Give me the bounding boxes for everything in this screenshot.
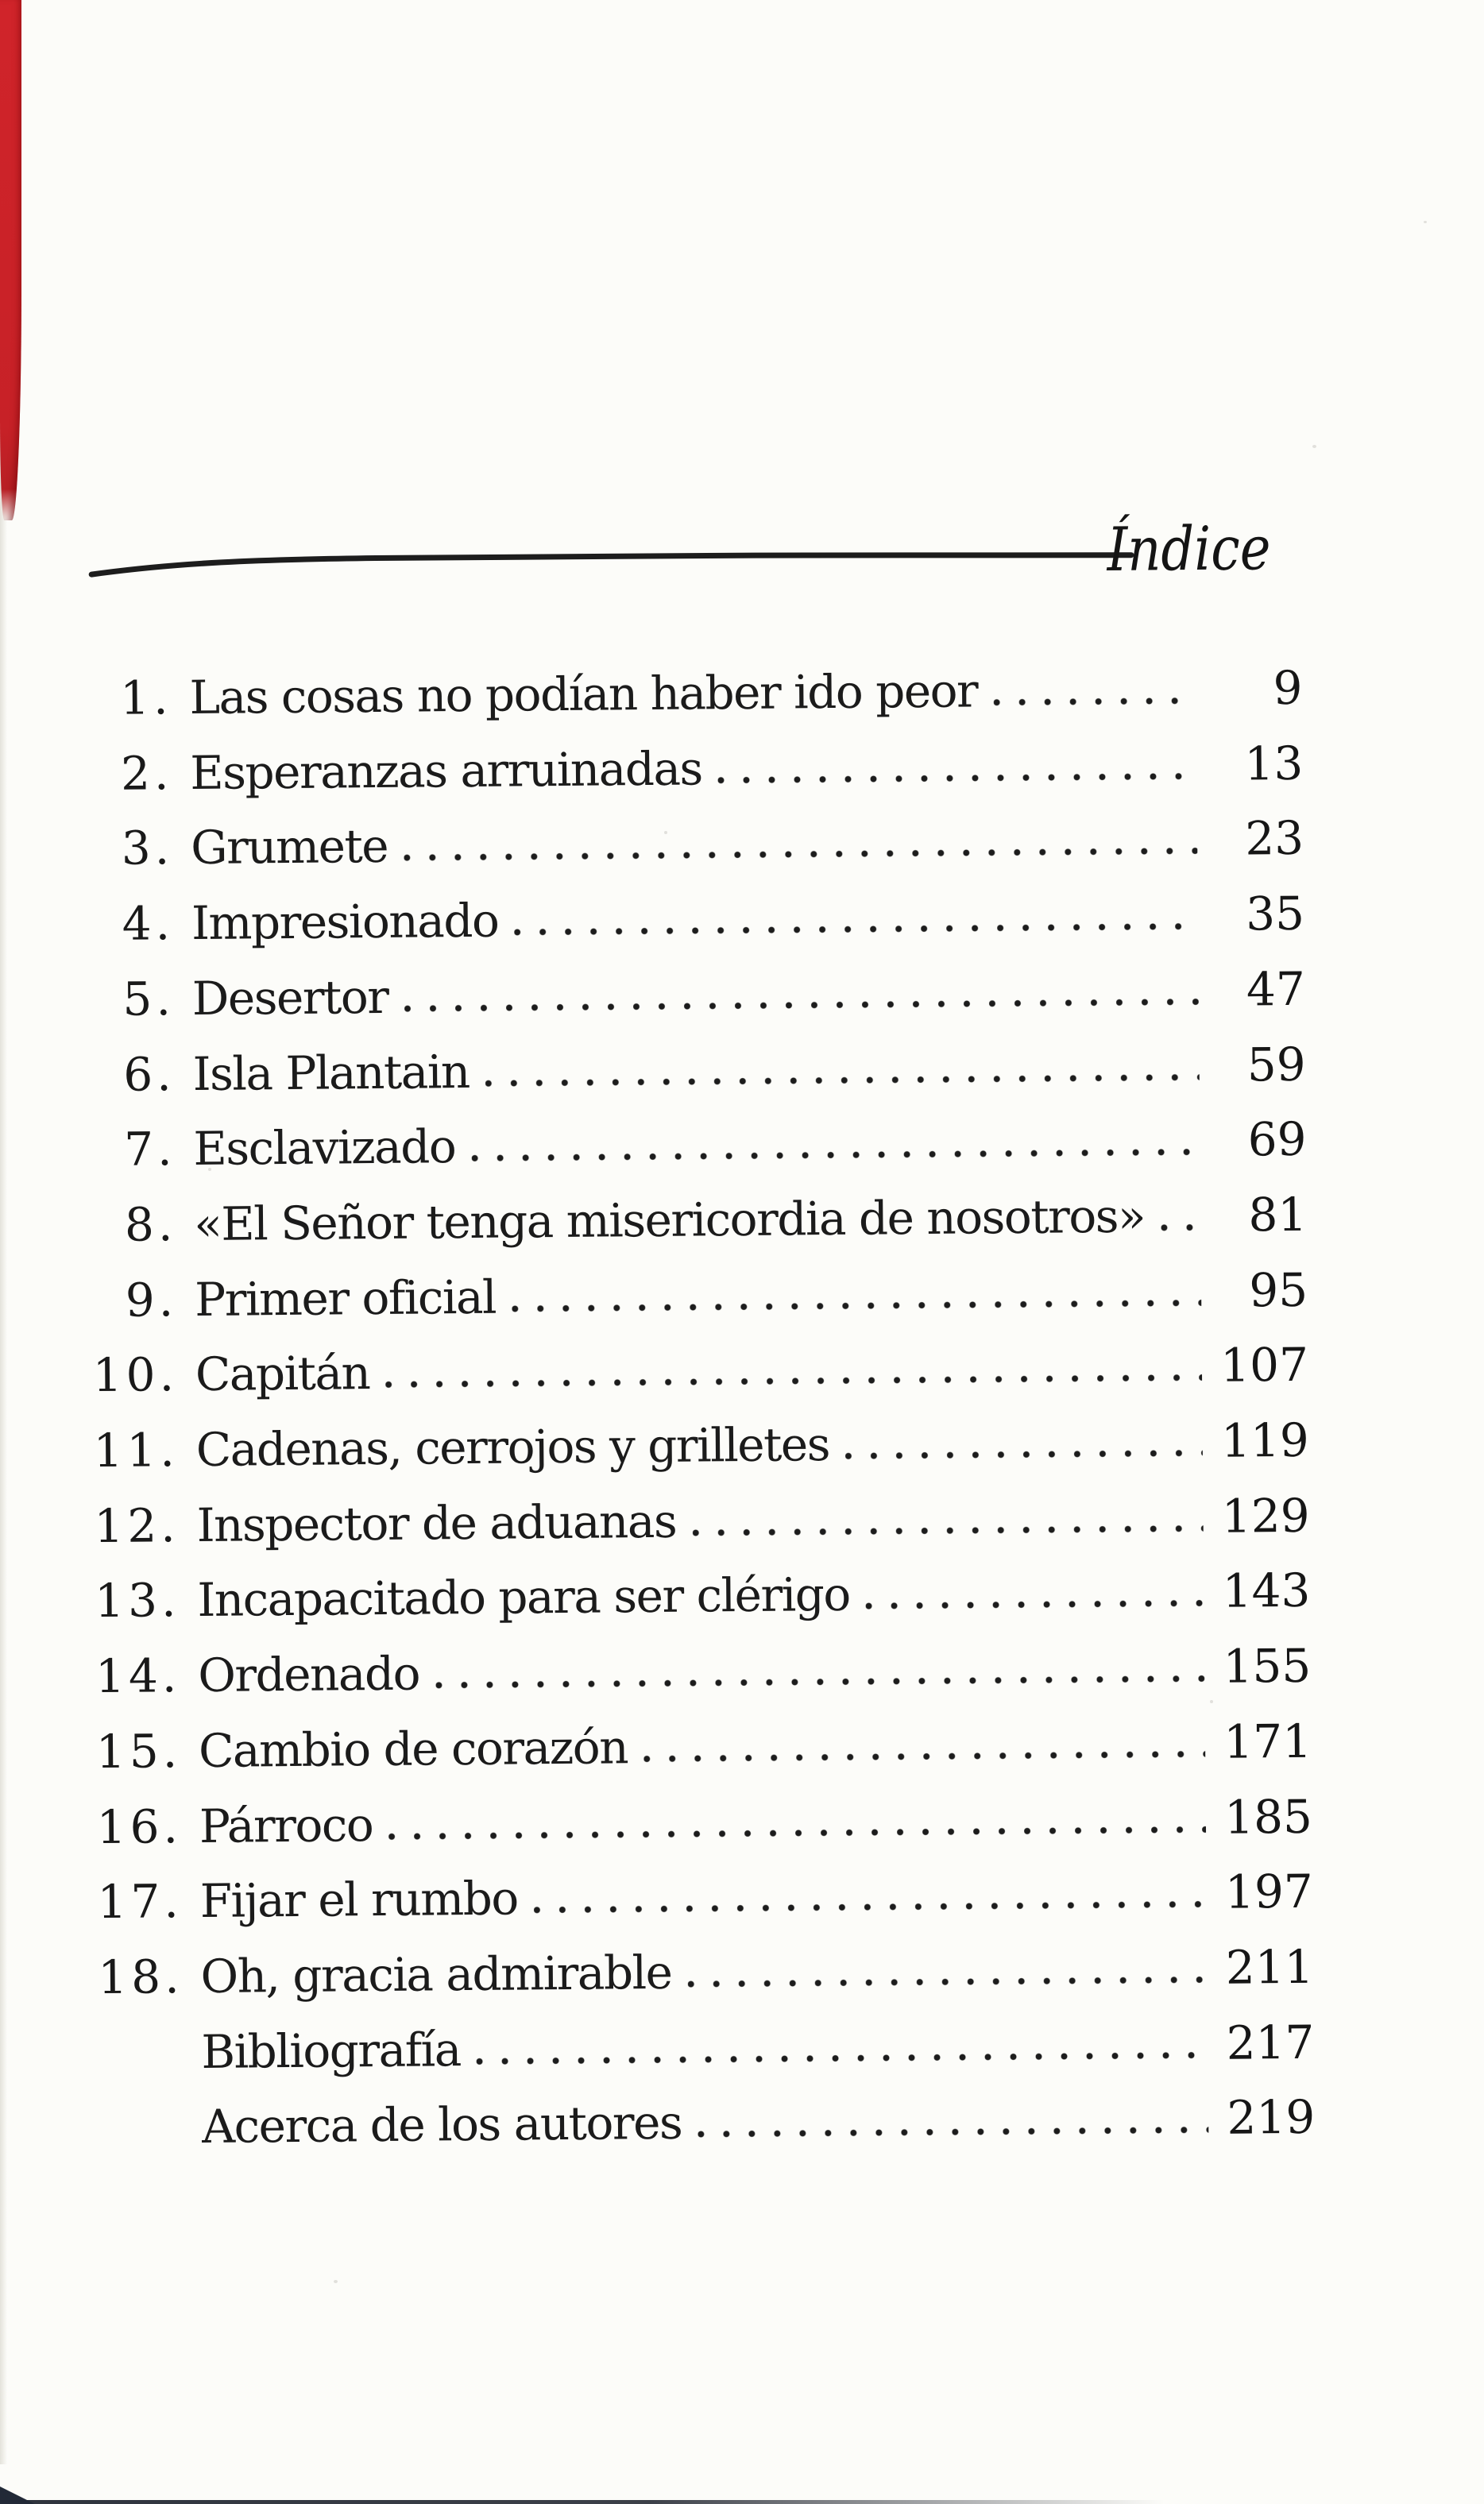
paper-speck [1210,1700,1213,1703]
dot-leader [514,922,1198,937]
dot-leader [643,1750,1205,1763]
toc-entry-number: 7. [123,1122,176,1177]
toc-row [1,1250,1484,1339]
toc-entry-page: 129 [1221,1488,1310,1544]
toc-row [6,1777,1484,1865]
toc-row [2,1326,1484,1414]
toc-entry-page: 95 [1248,1262,1308,1318]
toc-entry-title: Párroco [199,1797,373,1853]
dot-leader [845,1449,1203,1460]
toc-entry-title: Cadenas, cerrojos y grilletes [195,1417,830,1478]
toc-entry-page: 69 [1247,1112,1307,1167]
toc-row [2,1401,1484,1490]
toc-entry-page: 211 [1225,1939,1314,1995]
toc-entry-title: Fijar el rumbo [199,1871,519,1929]
red-cover-edge [0,0,21,520]
page-title: Índice [1106,512,1271,585]
toc-entry-title: Inspector de aduanas [196,1494,677,1552]
toc-entry-page: 155 [1223,1638,1312,1694]
toc-entry-page: 217 [1226,2015,1315,2070]
toc-entry-title: Impresionado [191,893,499,951]
toc-entry-page: 143 [1222,1563,1311,1619]
toc-entry-page: 35 [1245,886,1305,941]
dot-leader [477,2051,1208,2065]
toc-entry-number: 4. [122,896,175,951]
toc-row [0,725,1481,813]
dot-leader [435,1675,1204,1689]
toc-entry-page: 107 [1219,1338,1309,1393]
dot-leader [698,2126,1208,2139]
toc-entry-page: 13 [1244,736,1304,791]
toc-row [7,2003,1484,2091]
toc-entry-title: Acerca de los autores [201,2096,682,2154]
toc-entry-title: Incapacitado para ser clérigo [197,1567,851,1628]
toc-entry-number: 6. [123,1046,176,1102]
dot-leader [866,1599,1204,1610]
toc-row [0,1100,1484,1188]
toc-entry-title: Grumete [190,819,388,875]
heading-rule-line [91,551,1131,574]
toc-entry-number: 12. [94,1497,180,1553]
toc-row [0,1025,1483,1113]
toc-row [6,1853,1484,1941]
toc-entry-page: 185 [1223,1789,1313,1845]
toc-entry-number: 8. [124,1197,177,1252]
toc-row [6,1928,1484,2016]
toc-entry-title: Bibliografía [201,2022,462,2079]
dot-leader [718,772,1197,784]
paper-speck [334,2280,338,2283]
toc-entry-title: Oh, gracia admirable [200,1945,672,2004]
toc-entry-number: 3. [121,821,174,876]
toc-row [2,1477,1484,1565]
toc-entry-number: 11. [93,1423,180,1478]
dot-leader [485,1072,1200,1087]
paper-speck [208,1168,211,1171]
toc-entry-title: Cambio de corazón [198,1720,628,1778]
paper-speck [664,831,667,834]
toc-row [8,2078,1484,2166]
toc-entry-title: Capitán [195,1346,370,1402]
dot-leader [512,1299,1201,1313]
paper-speck [1424,221,1427,223]
toc-entry-page: 9 [1273,660,1303,716]
toc-entry-number: 17. [97,1874,184,1930]
toc-entry-number [8,2068,184,2069]
dot-leader [1161,1223,1200,1231]
toc-row [4,1627,1484,1715]
toc-entry-number: 2. [120,745,173,801]
dot-leader [404,998,1199,1013]
toc-entry-page: 219 [1227,2090,1316,2146]
toc-entry-number: 1. [119,670,172,725]
toc-entry-number: 16. [96,1799,183,1854]
toc-entry-page: 81 [1248,1187,1308,1242]
toc-entry-number: 9. [125,1272,178,1327]
toc-entry-number: 18. [98,1949,184,2005]
dot-leader [388,1825,1206,1840]
toc-entry-title: Isla Plantain [192,1044,470,1101]
toc-row [0,649,1480,737]
toc-entry-page: 47 [1246,961,1306,1017]
toc-row [0,950,1482,1038]
toc-entry-title: Las cosas no podían haber ido peor [189,663,978,725]
toc-row [0,875,1482,963]
dot-leader [534,1900,1207,1914]
toc-row [0,799,1482,887]
toc-entry-page: 23 [1245,811,1304,866]
toc-entry-number: 15. [95,1724,182,1779]
toc-list [0,649,1484,2166]
toc-entry-page: 119 [1220,1412,1310,1468]
toc-entry-number [8,2143,184,2145]
toc-entry-title: Primer oficial [194,1269,497,1327]
toc-entry-number: 13. [94,1573,180,1629]
toc-entry-page: 171 [1223,1714,1312,1769]
toc-entry-number: 5. [122,972,176,1026]
toc-entry-title: Esclavizado [193,1119,456,1177]
toc-entry-number: 14. [95,1648,181,1704]
paper-speck [1312,445,1316,448]
toc-row [0,1176,1484,1264]
dot-leader [471,1148,1200,1162]
dot-leader [687,1976,1207,1988]
dot-leader [385,1374,1202,1389]
toc-entry-title: Desertor [191,969,388,1026]
toc-entry-title: Ordenado [197,1646,420,1703]
toc-row [3,1551,1484,1640]
toc-row [5,1702,1484,1791]
toc-entry-title: Esperanzas arruinadas [190,741,703,800]
toc-entry-page: 59 [1246,1037,1306,1092]
bottom-cover-edge-line [21,2500,1165,2504]
dot-leader [692,1524,1203,1537]
toc-entry-number: 10. [92,1347,179,1403]
dot-leader [404,847,1197,862]
dot-leader [993,697,1196,706]
toc-entry-title: «El Señor tenga misericordia de nosotros» [194,1188,1146,1251]
toc-entry-page: 197 [1224,1864,1314,1919]
